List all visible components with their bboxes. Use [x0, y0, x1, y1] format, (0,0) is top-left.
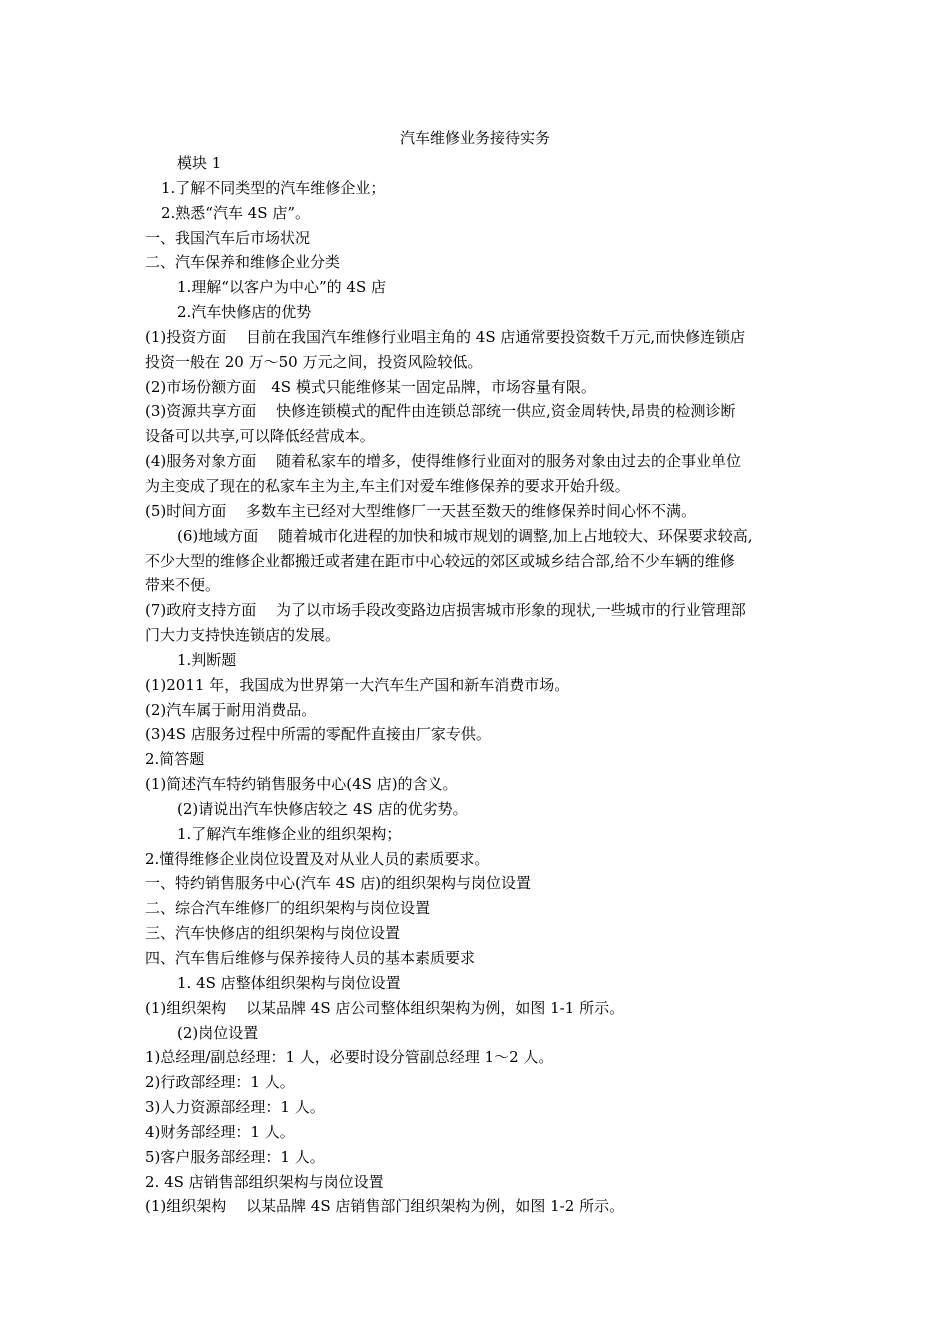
paragraph-line: (5)时间方面 多数车主已经对大型维修厂一天甚至数天的维修保养时间心怀不满。 [145, 501, 697, 520]
paragraph-line: 4)财务部经理：1 人。 [145, 1122, 295, 1141]
paragraph-line: 模块 1 [177, 154, 222, 172]
paragraph-line: 2.懂得维修企业岗位设置及对从业人员的素质要求。 [145, 849, 490, 868]
paragraph-line: (1)简述汽车特约销售服务中心(4S 店)的含义。 [145, 775, 458, 794]
document-title: 汽车维修业务接待实务 [399, 129, 550, 147]
paragraph-line: 二、汽车保养和维修企业分类 [145, 253, 341, 272]
paragraph-line: 2.简答题 [145, 750, 205, 769]
paragraph-line: 2)行政部经理：1 人。 [145, 1073, 295, 1092]
paragraph-line: 投资一般在 20 万～50 万元之间，投资风险较低。 [145, 352, 483, 371]
paragraph-line: 1)总经理/副总经理：1 人，必要时设分管副总经理 1～2 人。 [145, 1048, 554, 1067]
paragraph-line: 1.理解“以客户为中心”的 4S 店 [177, 278, 387, 297]
paragraph-line: 2.汽车快修店的优势 [177, 303, 312, 322]
paragraph-line: (1)组织架构 以某品牌 4S 店销售部门组织架构为例，如图 1-2 所示。 [145, 1197, 625, 1216]
paragraph-line: 门大力支持快连锁店的发展。 [145, 626, 341, 645]
document-body [145, 151, 825, 1219]
paragraph-line: 1.了解不同类型的汽车维修企业； [161, 178, 386, 197]
paragraph-line: (2)汽车属于耐用消费品。 [145, 700, 317, 719]
paragraph-line: 1.判断题 [177, 650, 237, 669]
paragraph-line: 2.熟悉“汽车 4S 店”。 [161, 203, 311, 222]
paragraph-line: 三、汽车快修店的组织架构与岗位设置 [145, 924, 401, 943]
paragraph-line: 设备可以共享,可以降低经营成本。 [145, 427, 375, 446]
paragraph-line: 2. 4S 店销售部组织架构与岗位设置 [145, 1172, 384, 1191]
paragraph-line: 带来不便。 [145, 576, 221, 595]
paragraph-line: 5)客户服务部经理：1 人。 [145, 1147, 325, 1166]
paragraph-line: (7)政府支持方面 为了以市场手段改变路边店损害城市形象的现状,一些城市的行业管理部 [145, 601, 746, 620]
paragraph-line: (2)请说出汽车快修店较之 4S 店的优劣势。 [177, 799, 468, 818]
paragraph-line: 1.了解汽车维修企业的组织架构； [177, 824, 402, 843]
paragraph-line: (2)市场份额方面 4S 模式只能维修某一固定品牌，市场容量有限。 [145, 377, 596, 396]
paragraph-line: 为主变成了现在的私家车主为主,车主们对爱车维修保养的要求开始升级。 [145, 476, 630, 495]
paragraph-line: (2)岗位设置 [177, 1023, 259, 1042]
paragraph-line: (1)2011 年，我国成为世界第一大汽车生产国和新车消费市场。 [145, 675, 570, 694]
paragraph-line: 二、综合汽车维修厂的组织架构与岗位设置 [145, 899, 431, 918]
paragraph-line: 一、特约销售服务中心(汽车 4S 店)的组织架构与岗位设置 [145, 874, 532, 893]
paragraph-line: 四、汽车售后维修与保养接待人员的基本素质要求 [145, 949, 476, 967]
paragraph-line: 3)人力资源部经理：1 人。 [145, 1098, 325, 1117]
paragraph-line: 1. 4S 店整体组织架构与岗位设置 [177, 973, 401, 992]
paragraph-line: (4)服务对象方面 随着私家车的增多，使得维修行业面对的服务对象由过去的企事业单位 [145, 452, 742, 471]
paragraph-line: 一、我国汽车后市场状况 [145, 228, 311, 247]
paragraph-line: (1)组织架构 以某品牌 4S 店公司整体组织架构为例，如图 1-1 所示。 [145, 998, 625, 1017]
paragraph-line: (6)地域方面 随着城市化进程的加快和城市规划的调整,加上占地较大、环保要求较高, [177, 526, 753, 545]
paragraph-line: 不少大型的维修企业都搬迁或者建在距市中心较远的郊区或城乡结合部,给不少车辆的维修 [145, 551, 735, 570]
paragraph-line: (3)资源共享方面 快修连锁模式的配件由连锁总部统一供应,资金周转快,昂贵的检测诊断 [145, 402, 736, 421]
paragraph-line: (1)投资方面 目前在我国汽车维修行业唱主角的 4S 店通常要投资数千万元,而快修连锁店 [145, 327, 746, 346]
paragraph-line: (3)4S 店服务过程中所需的零配件直接由厂家专供。 [145, 725, 491, 744]
